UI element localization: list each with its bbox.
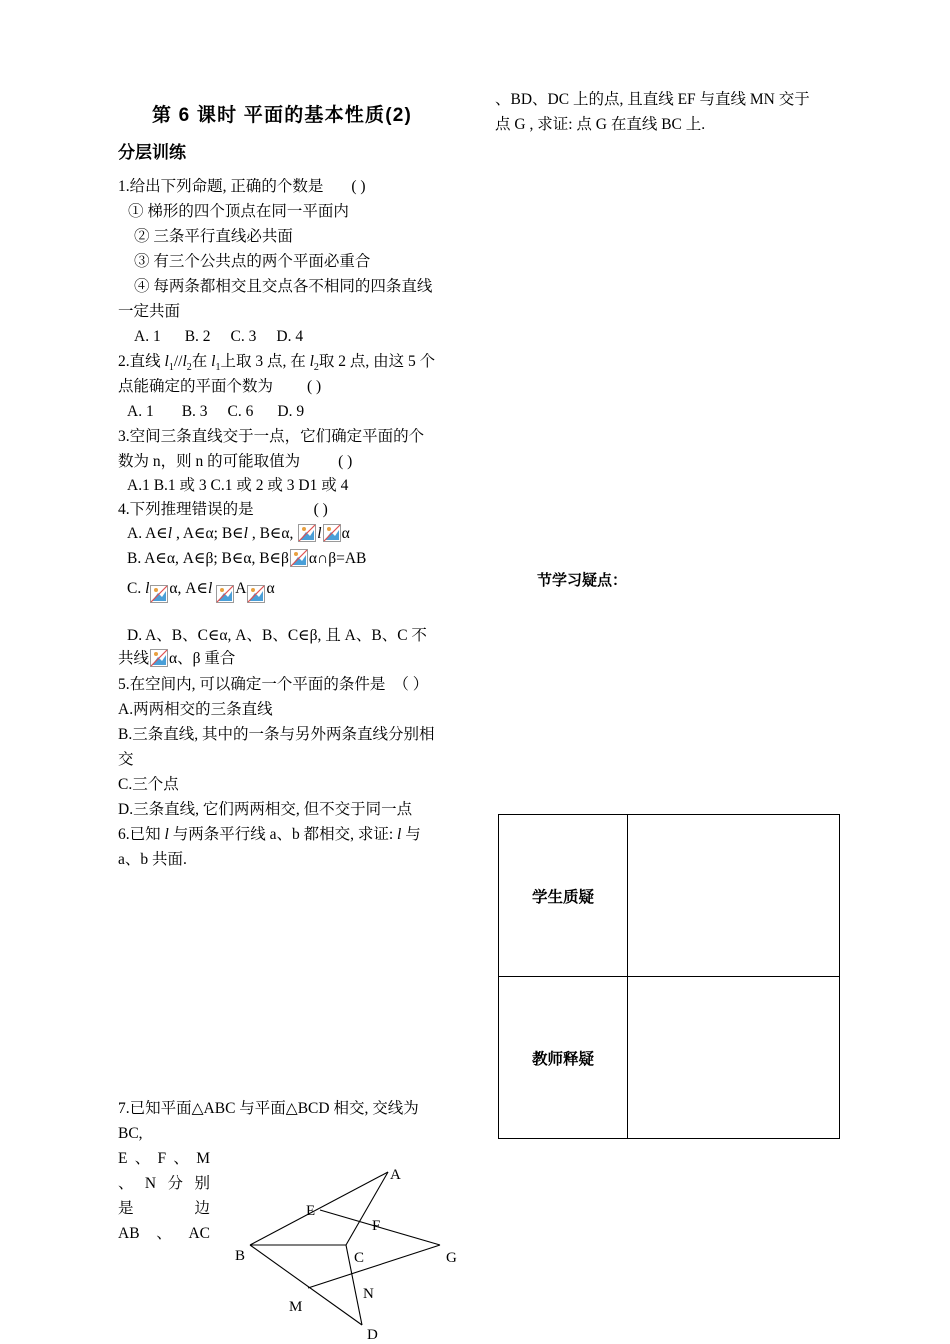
- q1-options: A. 1 B. 2 C. 3 D. 4: [134, 328, 304, 345]
- broken-image-icon: [323, 524, 341, 542]
- q5-option-a: A.两两相交的三条直线: [118, 701, 273, 718]
- q6-stem: 6.已知 l 与两条平行线 a、b 都相交, 求证: l 与: [118, 826, 421, 843]
- q2-stem-cont: 点能确定的平面个数为 ( ): [118, 378, 322, 395]
- doubt-heading: 节学习疑点：: [537, 572, 628, 589]
- teacher-answer-cell: [628, 977, 840, 1139]
- label-m: M: [289, 1299, 303, 1315]
- broken-image-icon: [216, 585, 234, 603]
- q1-item-1: ① 梯形的四个顶点在同一平面内: [128, 203, 349, 220]
- q1-stem: 1.给出下列命题, 正确的个数是 ( ): [118, 178, 366, 195]
- label-f: F: [372, 1218, 381, 1234]
- q5-option-b-cont: 交: [118, 751, 134, 768]
- q3-options: A.1 B.1 或 3 C.1 或 2 或 3 D1 或 4: [127, 477, 349, 494]
- q2-options: A. 1 B. 3 C. 6 D. 9: [127, 403, 305, 420]
- q7-wrap-line-1: E 、 F 、 M: [118, 1150, 210, 1167]
- q7-wrap-line-4: AB 、 AC: [118, 1225, 210, 1242]
- q6-stem-cont: a、b 共面.: [118, 851, 187, 868]
- q4-option-a: A. A∈l , A∈α; B∈l , B∈α, l α: [127, 525, 350, 542]
- table-row: [499, 977, 840, 1139]
- q4-option-c: C. l α, A∈l A α: [127, 576, 275, 603]
- label-d: D: [367, 1327, 378, 1343]
- q7-wrap-line-3: 是 边: [118, 1200, 210, 1217]
- q7-continuation-2: 点 G , 求证: 点 G 在直线 BC 上.: [495, 116, 706, 133]
- q7-stem: 7.已知平面△ABC 与平面△BCD 相交, 交线为: [118, 1100, 419, 1117]
- q3-stem: 3.空间三条直线交于一点，它们确定平面的个: [118, 428, 425, 445]
- qa-table: [498, 814, 840, 1139]
- broken-image-icon: [298, 524, 316, 542]
- q5-option-d: D.三条直线, 它们两两相交, 但不交于同一点: [118, 801, 413, 818]
- q5-option-c: C.三个点: [118, 776, 179, 793]
- q7-continuation: 、BD、DC 上的点, 且直线 EF 与直线 MN 交于: [495, 91, 810, 108]
- q7-wrap-line-2: 、 N 分 别: [118, 1175, 210, 1192]
- label-c: C: [354, 1250, 365, 1266]
- broken-image-icon: [150, 585, 168, 603]
- student-question-label: 学生质疑: [499, 815, 628, 977]
- table-row: [499, 815, 840, 977]
- q4-option-d-cont: 共线 α、β 重合: [118, 650, 236, 667]
- page-title: 第 6 课时 平面的基本性质(2): [152, 105, 413, 126]
- teacher-answer-label: 教师释疑: [499, 977, 628, 1139]
- label-n: N: [363, 1286, 374, 1302]
- q4-option-b: B. A∈α, A∈β; B∈α, B∈β α∩β=AB: [127, 550, 367, 567]
- edge-bd: [250, 1245, 365, 1325]
- label-b: B: [235, 1248, 246, 1264]
- broken-image-icon: [150, 649, 168, 667]
- q1-item-2: ② 三条平行直线必共面: [134, 228, 293, 245]
- line-mng: [308, 1245, 440, 1288]
- geometry-figure: [220, 1160, 470, 1344]
- broken-image-icon: [290, 549, 308, 567]
- q3-stem-cont: 数为 n，则 n 的可能取值为 ( ): [118, 453, 353, 470]
- q2-stem: 2.直线 $l_1//l_2$在 $l_1$上取 3 点, 在 $l_2$取 2 点, 由这 5 个: [118, 353, 436, 374]
- q1-item-3: ③ 有三个公共点的两个平面必重合: [134, 253, 371, 270]
- q1-item-4: ④ 每两条都相交且交点各不相同的四条直线: [134, 278, 433, 295]
- student-question-cell: [628, 815, 840, 977]
- broken-image-icon: [247, 585, 265, 603]
- section-heading: 分层训练: [118, 143, 186, 162]
- q5-option-b: B.三条直线, 其中的一条与另外两条直线分别相: [118, 726, 435, 743]
- label-g: G: [446, 1250, 457, 1266]
- q1-item-4-cont: 一定共面: [118, 303, 181, 320]
- q4-stem: 4.下列推理错误的是 ( ): [118, 501, 328, 518]
- q4-option-d: D. A、B、C∈α, A、B、C∈β, 且 A、B、C 不: [127, 627, 427, 644]
- label-a: A: [390, 1167, 401, 1183]
- label-e: E: [306, 1203, 316, 1219]
- q7-stem-cont: BC,: [118, 1125, 143, 1142]
- q5-stem: 5.在空间内, 可以确定一个平面的条件是 （ ）: [118, 676, 429, 693]
